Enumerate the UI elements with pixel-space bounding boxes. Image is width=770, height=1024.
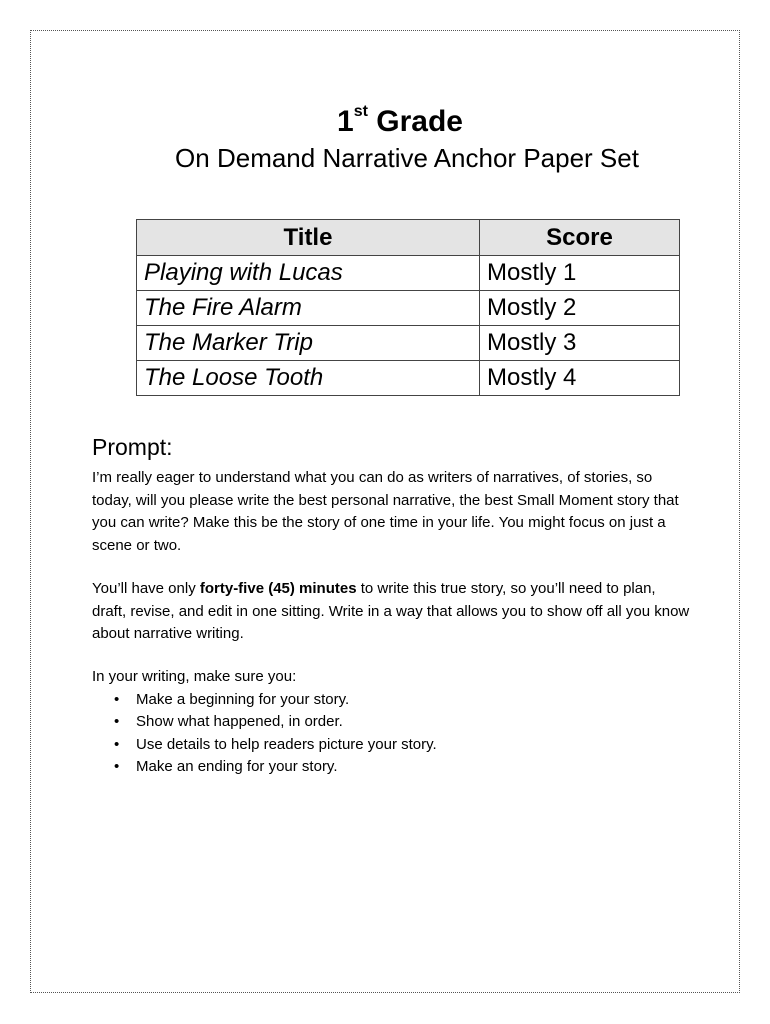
paper-title-cell: The Marker Trip: [137, 326, 480, 361]
paper-score-cell: Mostly 4: [480, 361, 680, 396]
checklist-item: • Make an ending for your story.: [136, 756, 692, 779]
table-row: [137, 326, 680, 361]
table-row: [137, 291, 680, 326]
prompt-heading: Prompt:: [92, 434, 173, 460]
checklist: [92, 689, 692, 779]
paper-title-cell: The Fire Alarm: [137, 291, 480, 326]
page-title: [0, 98, 770, 140]
table-row: [137, 361, 680, 396]
table-header-row: [137, 220, 680, 256]
prompt-paragraph-intro: I’m really eager to understand what you can do as writers of narratives, of stories, so today, will you please write the best personal narrative, the best Small Moment story that you can write? Make this be the story of one time in your life. You might focus on just a scene or two.: [92, 469, 679, 554]
time-text-after: to write this true story, so you’ll need to plan, draft, revise, and edit in one sitting. Write in a way that allows you to show off all you know about narrative writing.: [92, 580, 690, 642]
checklist-item: • Make a beginning for your story.: [136, 689, 692, 712]
time-text-before: You’ll have only: [92, 580, 200, 597]
prompt-checklist-block: [92, 666, 692, 779]
paper-title-cell: The Loose Tooth: [137, 361, 480, 396]
time-limit-bold: forty-five (45) minutes: [199, 580, 357, 597]
paper-score-cell: Mostly 2: [480, 291, 680, 326]
prompt-paragraph-time: [92, 578, 692, 646]
page-subtitle: On Demand Narrative Anchor Paper Set: [175, 143, 639, 173]
grade-word: Grade: [376, 105, 463, 138]
column-header-title: Title: [137, 220, 480, 256]
checklist-item: • Use details to help readers picture your story.: [136, 734, 692, 757]
grade-number: 1: [337, 105, 354, 138]
grade-suffix: st: [353, 103, 368, 120]
column-header-score: Score: [480, 220, 680, 256]
table-row: [137, 256, 680, 291]
paper-title-cell: Playing with Lucas: [137, 256, 480, 291]
checklist-intro: In your writing, make sure you:: [92, 668, 297, 685]
paper-score-cell: Mostly 1: [480, 256, 680, 291]
checklist-item: • Show what happened, in order.: [136, 711, 692, 734]
paper-score-cell: Mostly 3: [480, 326, 680, 361]
anchor-paper-table: [136, 219, 680, 396]
